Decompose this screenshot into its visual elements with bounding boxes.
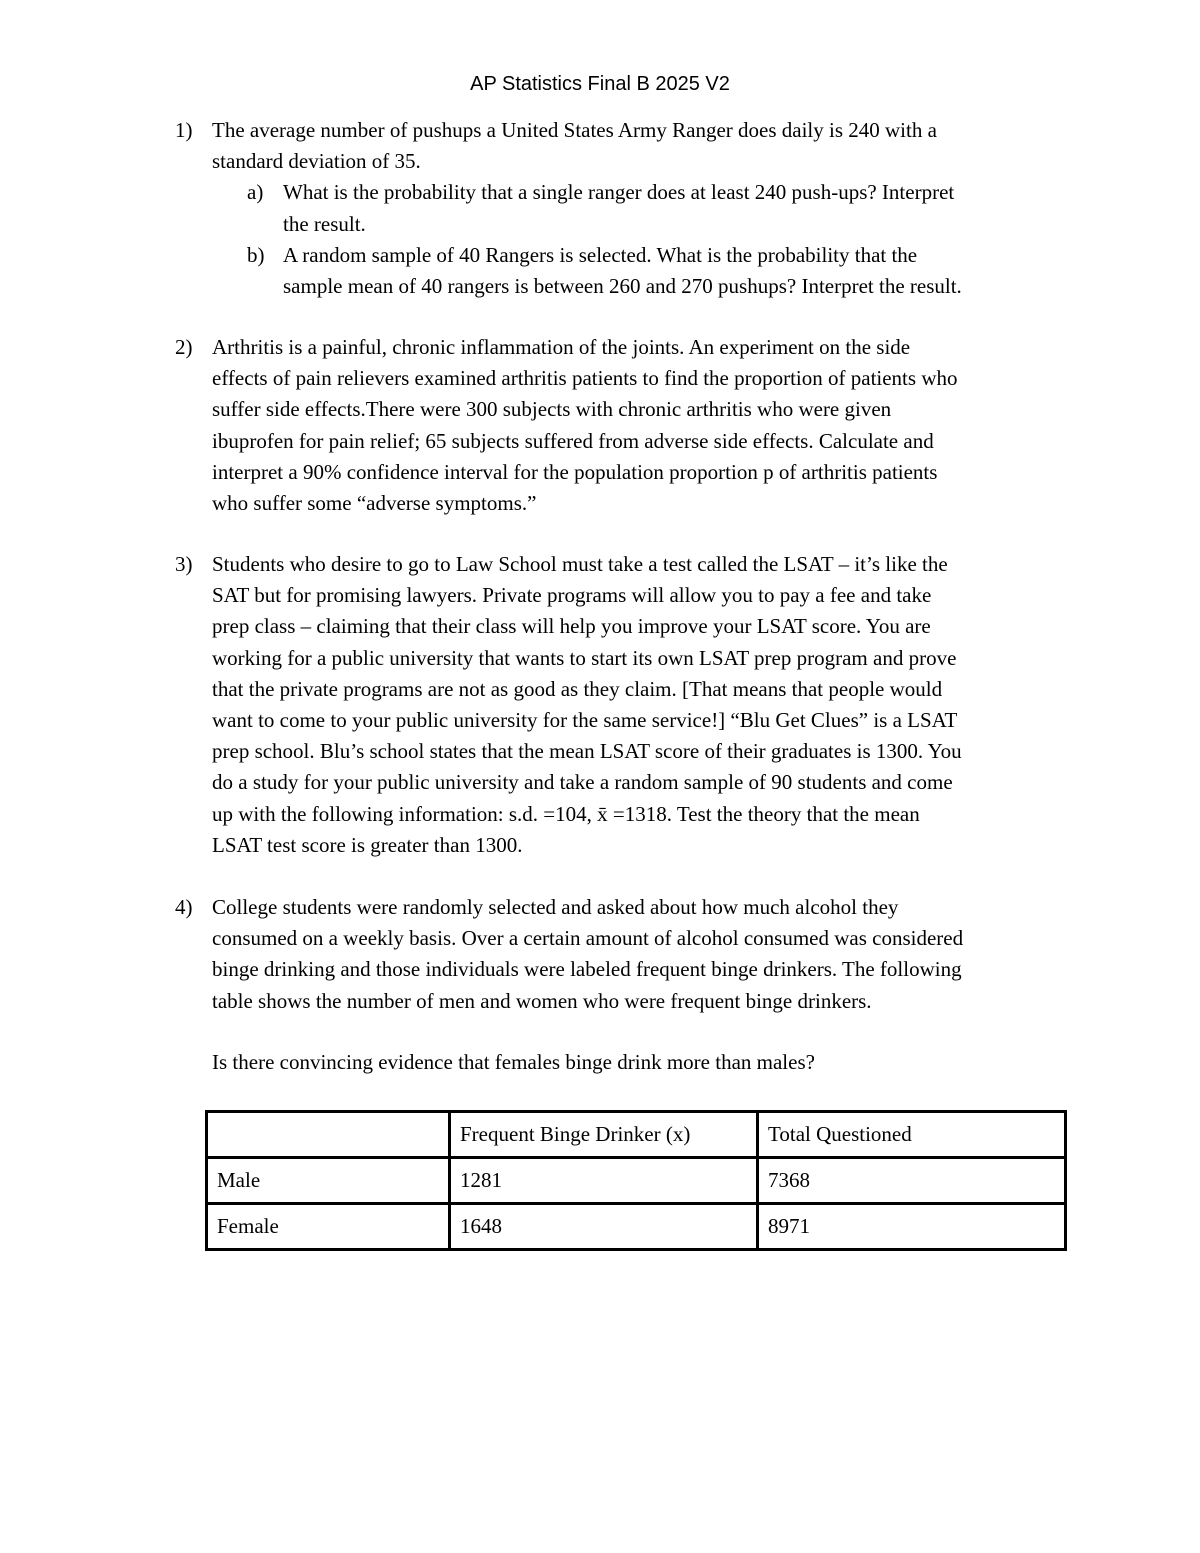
text-line: College students were randomly selected and asked about how much alcohol they [212,895,899,919]
table-cell: 1648 [450,1204,758,1250]
text-line: Is there convincing evidence that females binge drink more than males? [212,1050,815,1074]
text-line: interpret a 90% confidence interval for the population proportion p of arthritis patients [212,459,938,484]
text-line: A random sample of 40 Rangers is selected. What is the probability that the [283,242,918,267]
text-line: that the private programs are not as good as they claim. [That means that people would [212,676,943,701]
table-cell: 1281 [450,1158,758,1204]
page-title: AP Statistics Final B 2025 V2 [470,73,730,95]
question-number: 1) [175,118,193,142]
question-number: 3) [175,552,193,576]
text-line: do a study for your public university and take a random sample of 90 students and come [212,770,953,795]
text-line: want to come to your public university for the same service!] “Blu Get Clues” is a LSAT [212,708,958,733]
text-line: up with the following information: s.d. =104, x̄ =1318. Test the theory that the mean [212,801,920,826]
text-line: The average number of pushups a United States Army Ranger does daily is 240 with a [212,118,937,142]
text-line: What is the probability that a single ranger does at least 240 push-ups? Interpret [283,180,955,205]
table-cell: Male [207,1158,450,1204]
text-line: prep school. Blu’s school states that the mean LSAT score of their graduates is 1300. You [212,739,962,764]
table-header-cell: Frequent Binge Drinker (x) [450,1112,758,1158]
text-line: binge drinking and those individuals were labeled frequent binge drinkers. The following [212,957,962,982]
text-line: sample mean of 40 rangers is between 260 and 270 pushups? Interpret the result. [283,274,962,298]
text-line: effects of pain relievers examined arthritis patients to find the proportion of patients who [212,366,958,391]
sub-question-letter: b) [247,242,265,267]
text-line: the result. [283,211,366,236]
text-line: who suffer some “adverse symptoms.” [212,491,537,516]
question-text [212,549,1072,861]
text-line: consumed on a weekly basis. Over a certain amount of alcohol consumed was considered [212,926,964,951]
question-number: 4) [175,895,193,919]
table-header-cell: Total Questioned [758,1112,1066,1158]
text-line: ibuprofen for pain relief; 65 subjects suffered from adverse side effects. Calculate and [212,428,934,453]
table-cell: 7368 [758,1158,1066,1204]
text-line: working for a public university that wants to start its own LSAT prep program and prove [212,645,957,670]
text-line: Arthritis is a painful, chronic inflammation of the joints. An experiment on the side [212,335,911,359]
question-text [212,892,1072,1017]
text-line: standard deviation of 35. [212,149,421,174]
question-text [212,1047,1072,1078]
table-cell: 8971 [758,1204,1066,1250]
question-text [212,115,1072,177]
text-line: Students who desire to go to Law School must take a test called the LSAT – it’s like the [212,552,948,576]
text-line: table shows the number of men and women who were frequent binge drinkers. [212,988,872,1013]
binge-drinking-table [205,1110,1067,1251]
table-row [207,1204,1066,1250]
text-line: suffer side effects.There were 300 subjects with chronic arthritis who were given [212,397,892,422]
sub-question-text [283,177,1063,239]
table-header-cell [207,1112,450,1158]
sub-question-letter: a) [247,180,264,205]
text-line: SAT but for promising lawyers. Private programs will allow you to pay a fee and take [212,583,932,608]
text-line: LSAT test score is greater than 1300. [212,832,523,857]
table-cell: Female [207,1204,450,1250]
sub-question-text [283,240,1063,302]
table-row [207,1158,1066,1204]
question-text [212,332,1072,519]
table-header-row [207,1112,1066,1158]
text-line: prep class – claiming that their class will help you improve your LSAT score. You are [212,614,931,639]
question-number: 2) [175,335,193,359]
